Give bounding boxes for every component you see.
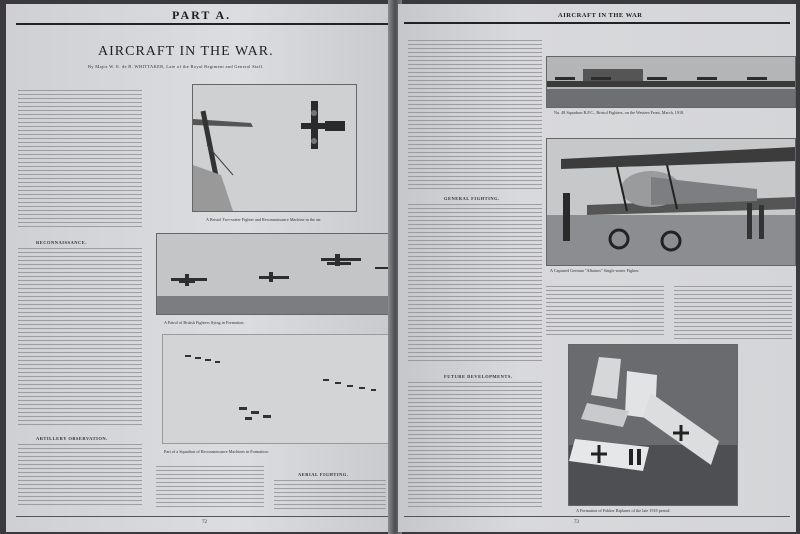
subhead-artillery-observation: ARTILLERY OBSERVATION.: [36, 436, 108, 441]
subhead-general-fighting: GENERAL FIGHTING.: [444, 196, 500, 201]
running-head-left: PART A.: [172, 8, 232, 22]
header-rule-left: [16, 23, 388, 25]
text-column-1b: [18, 248, 142, 428]
caption-albatros-fighter: A Captured German "Albatros" Single-seater Fighter.: [550, 268, 640, 273]
photo-albatros-fighter: [546, 138, 796, 266]
text-column-4b: [674, 286, 792, 340]
left-page: [6, 4, 392, 532]
caption-fighter-patrol: A Patrol of British Fighters flying in Formation.: [164, 320, 245, 325]
photo-squadron-formation: [162, 334, 392, 444]
text-column-4a: [546, 286, 664, 336]
caption-fokker-biplanes: A Formation of Fokker Biplanes of the late 1918 period.: [576, 508, 671, 513]
photo-fighter-patrol: [156, 233, 392, 315]
caption-squadron-formation: Part of a Squadron of Reconnaissance Machines in Formation.: [164, 449, 269, 454]
caption-bristol-fighter: A Bristol Two-seater Fighter and Reconnaissance Machine in the air.: [206, 217, 322, 222]
caption-squadron-lineup: No. 48 Squadron R.F.C., Bristol Fighters, on the Western Front, March, 1918.: [554, 110, 685, 115]
photo-bristol-fighter: [192, 84, 357, 212]
header-rule-right: [404, 22, 790, 24]
subhead-future-developments: FUTURE DEVELOPMENTS.: [444, 374, 513, 379]
page-number-left: 72: [202, 520, 207, 525]
article-byline: By Major W. E. de B. WHITTAKER, Late of the Royal Regiment and General Staff.: [88, 64, 264, 69]
photo-squadron-lineup: [546, 56, 796, 108]
article-title: AIRCRAFT IN THE WAR.: [98, 44, 274, 59]
text-column-3a: [408, 40, 542, 190]
running-head-right: AIRCRAFT IN THE WAR: [558, 12, 643, 19]
text-column-1c: [18, 444, 142, 506]
footer-rule-right: [404, 516, 790, 517]
text-column-2a: [156, 466, 264, 510]
right-page: [398, 4, 796, 532]
footer-rule-left: [16, 516, 388, 517]
text-column-3c: [408, 382, 542, 510]
subhead-reconnaissance: RECONNAISSANCE.: [36, 240, 87, 245]
text-column-3b: [408, 204, 542, 364]
photo-fokker-biplanes: [568, 344, 738, 506]
text-column-2b: [274, 480, 386, 510]
subhead-aerial-fighting: AERIAL FIGHTING.: [298, 472, 349, 477]
text-column-1a: [18, 90, 142, 230]
page-number-right: 73: [574, 520, 579, 525]
